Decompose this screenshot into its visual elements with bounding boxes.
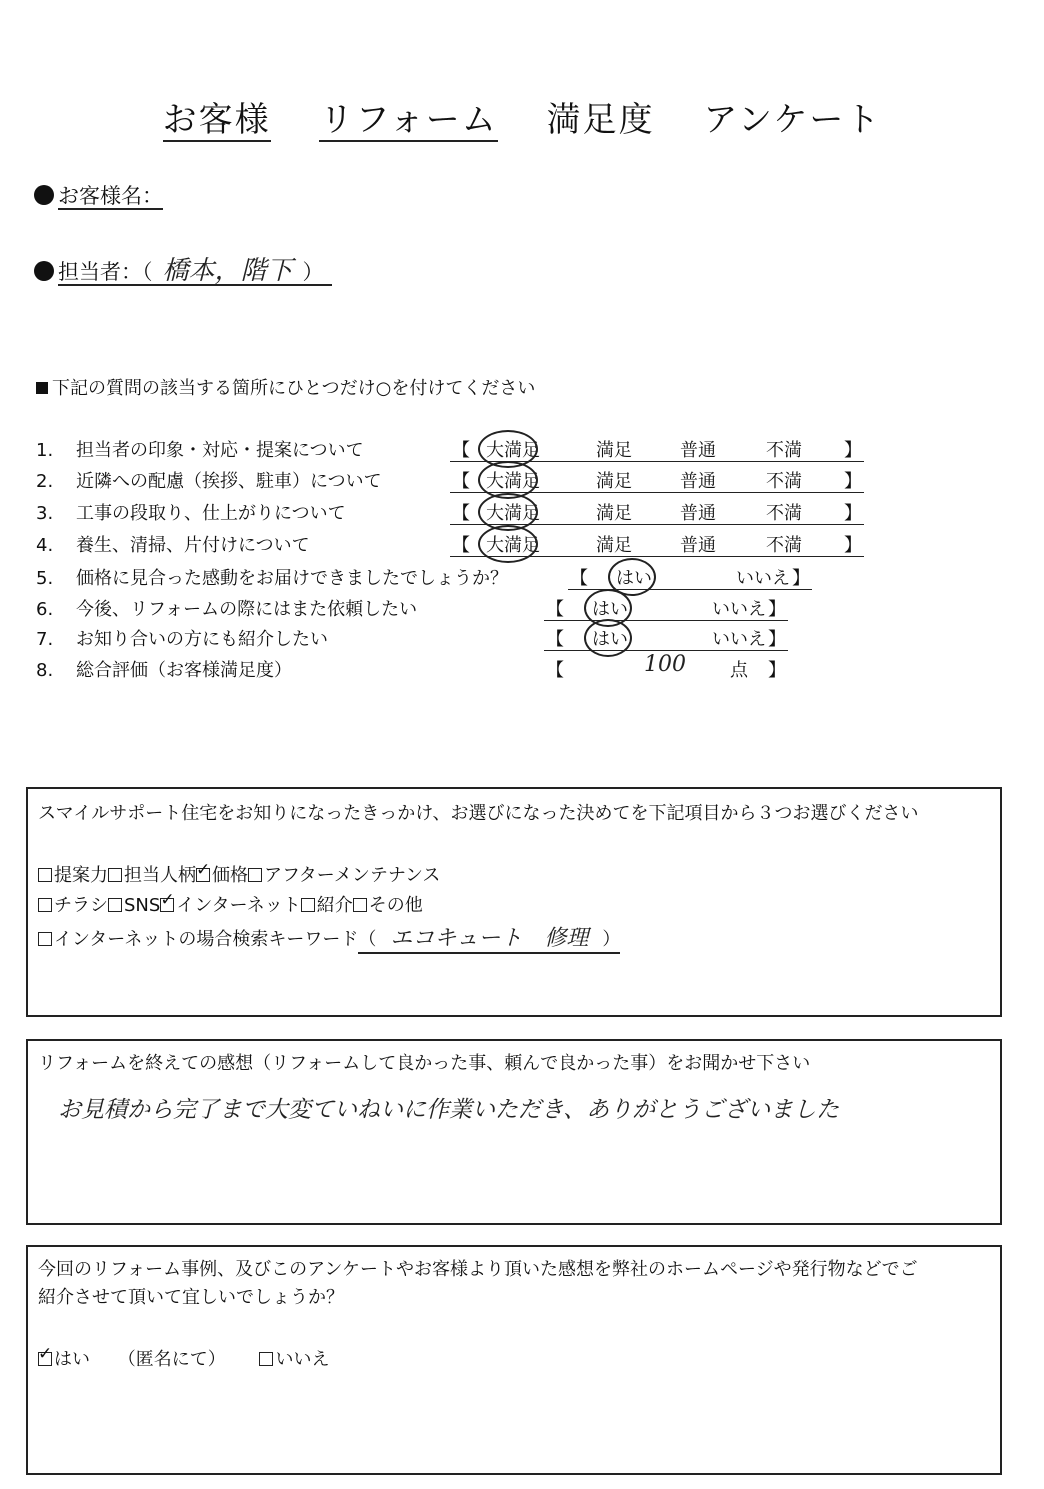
question-number: 4. (36, 535, 54, 556)
answer-options (450, 531, 864, 557)
answer-options (450, 499, 864, 525)
option-neutral[interactable]: 普通 (680, 535, 716, 556)
answer-options (568, 564, 812, 590)
checkbox-icon (108, 898, 122, 912)
bracket-close: 】 (768, 629, 786, 650)
question-referral (36, 625, 328, 651)
option-neutral[interactable]: 普通 (680, 471, 716, 492)
question-text: 近隣への配慮（挨拶、駐車）について (76, 471, 382, 492)
keyword-label: インターネットの場合検索キーワード (54, 929, 359, 950)
keyword-row (38, 921, 620, 952)
checkbox-icon (353, 898, 367, 912)
question-cleanup (36, 531, 310, 557)
checkbox-icon (259, 1352, 273, 1366)
checked-checkbox-icon (38, 1352, 52, 1366)
option-neutral[interactable]: 普通 (680, 503, 716, 524)
bracket-close: 】 (768, 599, 786, 620)
question-number: 6. (36, 599, 54, 620)
keyword-close: ） (602, 929, 621, 950)
checkbox-icon (248, 868, 262, 882)
title-part-customer: お客様 (162, 100, 271, 140)
title-part-satisfaction: 満足度 (546, 100, 655, 140)
option-yes[interactable]: はい (616, 568, 652, 589)
customer-name-field (34, 180, 163, 210)
option-sns[interactable]: SNS (108, 895, 160, 916)
question-number: 1. (36, 440, 54, 461)
answer-options (544, 595, 788, 621)
option-staff-personality[interactable]: 担当人柄 (108, 865, 196, 886)
answer-options (544, 652, 788, 681)
discovery-row-2 (38, 891, 423, 917)
option-no[interactable]: いいえ (712, 599, 766, 620)
score-unit: 点 (730, 660, 748, 681)
option-referral[interactable]: 紹介 (301, 895, 353, 916)
option-no[interactable]: いいえ (736, 568, 790, 589)
checkbox-icon (38, 898, 52, 912)
question-workflow (36, 499, 346, 525)
question-text: 今後、リフォームの際にはまた依頼したい (76, 599, 418, 620)
question-number: 7. (36, 629, 54, 650)
option-yes[interactable]: はい (592, 629, 628, 650)
bracket-open: 【 (570, 568, 588, 589)
question-text: 工事の段取り、仕上がりについて (76, 503, 346, 524)
consent-line-2: 紹介させて頂いて宜しいでしょうか？ (38, 1287, 344, 1308)
question-value (36, 564, 508, 590)
publication-consent-section (26, 1245, 1002, 1475)
checkbox-icon (301, 898, 315, 912)
option-very-satisfied[interactable]: 大満足 (486, 471, 540, 492)
consent-no-option[interactable]: いいえ (259, 1349, 329, 1370)
option-very-satisfied[interactable]: 大満足 (486, 503, 540, 524)
staff-field (34, 250, 332, 287)
consent-anonymous-note: （匿名にて） (117, 1349, 226, 1370)
option-other[interactable]: その他 (353, 895, 423, 916)
bracket-open: 【 (452, 535, 470, 556)
bracket-open: 【 (452, 440, 470, 461)
customer-name-label: お客様名： (58, 184, 163, 208)
option-dissatisfied[interactable]: 不満 (766, 471, 802, 492)
discovery-header: スマイルサポート住宅をお知りになったきっかけ、お選びになった決めてを下記項目から３つお選びください (38, 803, 919, 824)
option-very-satisfied[interactable]: 大満足 (486, 440, 540, 461)
answer-options (544, 625, 788, 651)
staff-value: 橋本，階下 (162, 256, 293, 286)
consent-line-1: 今回のリフォーム事例、及びこのアンケートやお客様より頂いた感想を弊社のホームページや発行物などでご (38, 1259, 918, 1280)
impressions-comment[interactable]: お見積から完了まで大変ていねいに作業いただき、ありがとうございました (58, 1097, 840, 1123)
selection-circle-icon (584, 619, 632, 657)
question-number: 8. (36, 660, 54, 681)
option-dissatisfied[interactable]: 不満 (766, 535, 802, 556)
bullet-icon (34, 185, 54, 205)
option-satisfied[interactable]: 満足 (596, 440, 632, 461)
checkbox-icon[interactable] (38, 932, 52, 946)
option-proposal[interactable]: 提案力 (38, 865, 108, 886)
bracket-open: 【 (546, 629, 564, 650)
option-satisfied[interactable]: 満足 (596, 535, 632, 556)
bullet-icon (34, 261, 54, 281)
option-dissatisfied[interactable]: 不満 (766, 503, 802, 524)
selection-circle-icon (478, 525, 538, 563)
title-part-questionnaire: アンケート (703, 100, 882, 140)
staff-label: 担当者：（ (58, 260, 153, 284)
option-satisfied[interactable]: 満足 (596, 471, 632, 492)
bracket-close: 】 (768, 660, 786, 681)
keyword-value[interactable]: エコキュート 修理 (390, 926, 589, 951)
survey-title (0, 92, 1044, 141)
bracket-close: 】 (844, 535, 862, 556)
consent-yes-option[interactable]: ✓はい (38, 1349, 90, 1370)
answer-options (450, 436, 864, 462)
question-text: お知り合いの方にも紹介したい (76, 629, 328, 650)
title-part-reform: リフォーム (319, 100, 498, 140)
checkbox-icon (38, 868, 52, 882)
answer-options (450, 467, 864, 493)
discovery-row-1 (38, 861, 440, 887)
question-neighbors (36, 467, 382, 493)
bracket-close: 】 (844, 503, 862, 524)
bracket-open: 【 (452, 503, 470, 524)
question-overall (36, 656, 292, 682)
option-no[interactable]: いいえ (712, 629, 766, 650)
question-repeat (36, 595, 417, 621)
option-price[interactable]: ✓ 価格 (196, 865, 248, 886)
option-very-satisfied[interactable]: 大満足 (486, 535, 540, 556)
option-dissatisfied[interactable]: 不満 (766, 440, 802, 461)
option-internet[interactable]: ✓ インターネット (160, 895, 300, 916)
bracket-open: 【 (452, 471, 470, 492)
question-impression (36, 436, 364, 462)
instruction-text: 下記の質問の該当する箇所にひとつだけ○を付けてください (52, 378, 536, 399)
impressions-section (26, 1039, 1002, 1225)
option-neutral[interactable]: 普通 (680, 440, 716, 461)
checked-checkbox-icon (160, 898, 174, 912)
bracket-open: 【 (546, 660, 564, 681)
option-yes[interactable]: はい (592, 599, 628, 620)
square-bullet-icon (36, 382, 48, 394)
question-text: 担当者の印象・対応・提案について (76, 440, 364, 461)
bracket-close: 】 (844, 440, 862, 461)
question-number: 5. (36, 568, 54, 589)
keyword-open: （ (358, 929, 377, 950)
question-text: 養生、清掃、片付けについて (76, 535, 310, 556)
checkbox-icon (108, 868, 122, 882)
bracket-close: 】 (844, 471, 862, 492)
consent-options (38, 1345, 329, 1371)
question-number: 2. (36, 471, 54, 492)
bracket-close: 】 (792, 568, 810, 589)
question-text: 価格に見合った感動をお届けできましたでしょうか？ (76, 568, 508, 589)
staff-close: ） (302, 260, 324, 284)
instruction (36, 374, 535, 400)
option-satisfied[interactable]: 満足 (596, 503, 632, 524)
bracket-open: 【 (546, 599, 564, 620)
question-text: 総合評価（お客様満足度） (76, 660, 292, 681)
option-after-maintenance[interactable]: アフターメンテナンス (248, 865, 440, 886)
option-flyer[interactable]: チラシ (38, 895, 108, 916)
checked-checkbox-icon (196, 868, 210, 882)
question-number: 3. (36, 503, 54, 524)
impressions-header: リフォームを終えての感想（リフォームして良かった事、頼んで良かった事）をお聞かせ下さい (38, 1053, 811, 1074)
overall-score[interactable]: 100 (644, 652, 686, 677)
discovery-section (26, 787, 1002, 1017)
